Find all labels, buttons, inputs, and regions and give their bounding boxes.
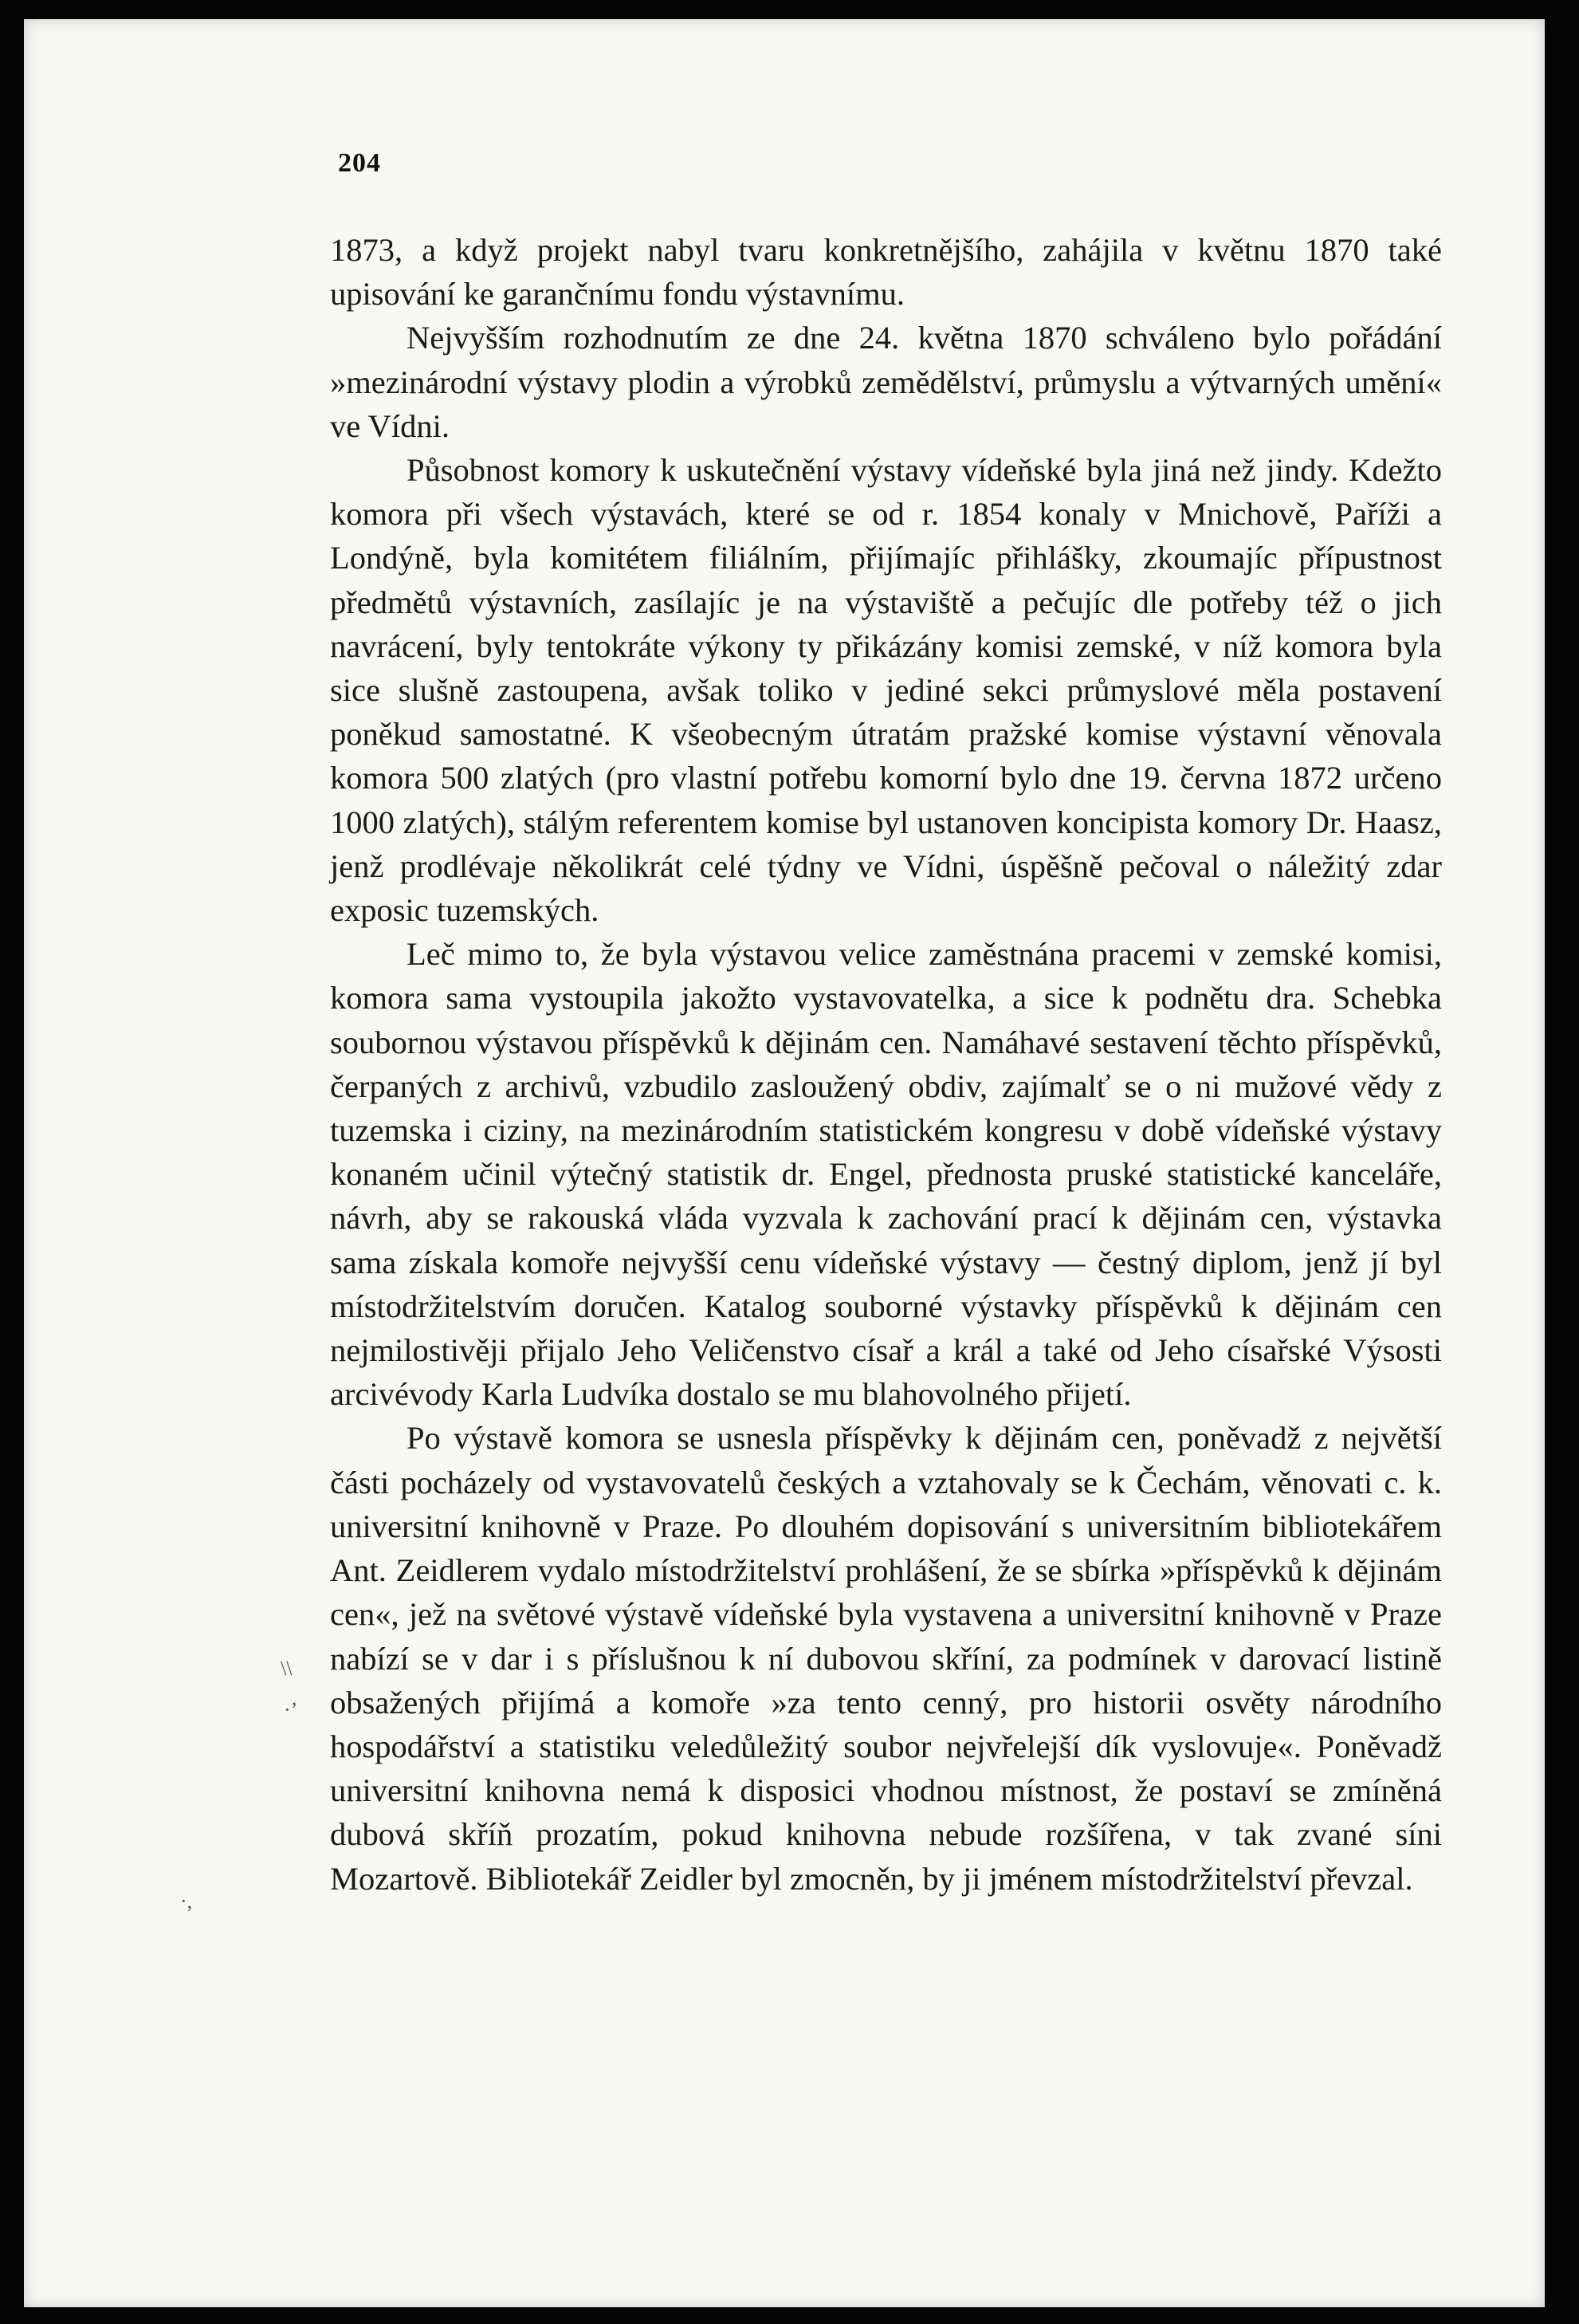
- paragraph: Působnost komory k uskutečnění výstavy vídeňské byla jiná než jindy. Kdežto komora při všech výstavách, které se od r. 1854 konaly v Mnichově, Paříži a Londýně, byla komitétem filiálním, přijímajíc přihlášky, zkoumajíc přípustnost předmětů výstavních, zasílajíc je na výstaviště a pečujíc dle potřeby též o jich navrácení, byly tentokráte výkony ty přikázány komisi zemské, v níž komora byla sice slušně zastoupena, avšak toliko v jediné sekci průmyslové měla postavení poněkud samostatné. K všeobecným útratám pražské komise výstavní věnovala komora 500 zlatých (pro vlastní potřebu komorní bylo dne 19. června 1872 určeno 1000 zlatých), stálým referentem komise byl ustanoven koncipista komory Dr. Haasz, jenž prodlévaje několikrát celé týdny ve Vídni, úspěšně pečoval o náležitý zdar exposic tuzemských.: [330, 452, 1442, 929]
- paragraph: 1873, a když projekt nabyl tvaru konkretnějšího, zahájila v květnu 1870 také upisování ke garančnímu fondu výstavnímu.: [330, 232, 1442, 313]
- paragraph: Leč mimo to, že byla výstavou velice zaměstnána pracemi v zemské komisi, komora sama vystoupila jakožto vystavovatelka, a sice k podnětu dra. Schebka soubornou výstavou příspěvků k dějinám cen. Namáhavé sestavení těchto příspěvků, čerpaných z archivů, vzbudilo zasloužený obdiv, zajímalť se o ni mužové vědy z tuzemska i ciziny, na mezinárodním statistickém kongresu v době vídeňské výstavy konaném učinil výtečný statistik dr. Engel, přednosta pruské statistické kanceláře, návrh, aby se rakouská vláda vyzvala k zachování prací k dějinám cen, výstavka sama získala komoře nejvyšší cenu vídeňské výstavy — čestný diplom, jenž jí byl místodržitelstvím doručen. Katalog souborné výstavky příspěvků k dějinám cen nejmilostivěji přijalo Jeho Veličenstvo císař a král a také od Jeho císařské Výsosti arcivévody Karla Ludvíka dostalo se mu blahovolného přijetí.: [330, 936, 1442, 1413]
- page-number: 204: [338, 148, 381, 178]
- margin-mark: ·,: [180, 1889, 193, 1913]
- margin-mark: \\: [281, 1657, 293, 1680]
- scanned-page: [24, 19, 1545, 2307]
- paragraph: Po výstavě komora se usnesla příspěvky k dějinám cen, poněvadž z největší části pocházely od vystavovatelů českých a vztahovaly se k Čechám, věnovati c. k. universitní knihovně v Praze. Po dlouhém dopisování s universitním bibliotekářem Ant. Zeidlerem vydalo místodržitelství prohlášení, že se sbírka »příspěvků k dějinám cen«, jež na světové výstavě vídeňské byla vystavena a universitní knihovně v Praze nabízí se v dar i s příslušnou k ní dubovou skříní, za podmínek v darovací listině obsažených přijímá a komoře »za tento cenný, pro historii osvěty národního hospodářství a statistiku veledůležitý soubor nejvřelejší dík vyslovuje«. Poněvadž universitní knihovna nemá k disposici vhodnou místnost, že postaví se zmíněná dubová skříň prozatím, pokud knihovna nebude rozšířena, v tak zvané síni Mozartově. Bibliotekář Zeidler byl zmocněn, by ji jménem místodržitelství převzal.: [330, 1420, 1442, 1897]
- paragraph: Nejvyšším rozhodnutím ze dne 24. května 1870 schváleno bylo pořádání »mezinárodní výstavy plodin a výrobků zemědělství, průmyslu a výtvarných umění« ve Vídni.: [330, 320, 1442, 444]
- body-text: [330, 228, 1442, 1901]
- margin-mark: ·’: [284, 1698, 298, 1721]
